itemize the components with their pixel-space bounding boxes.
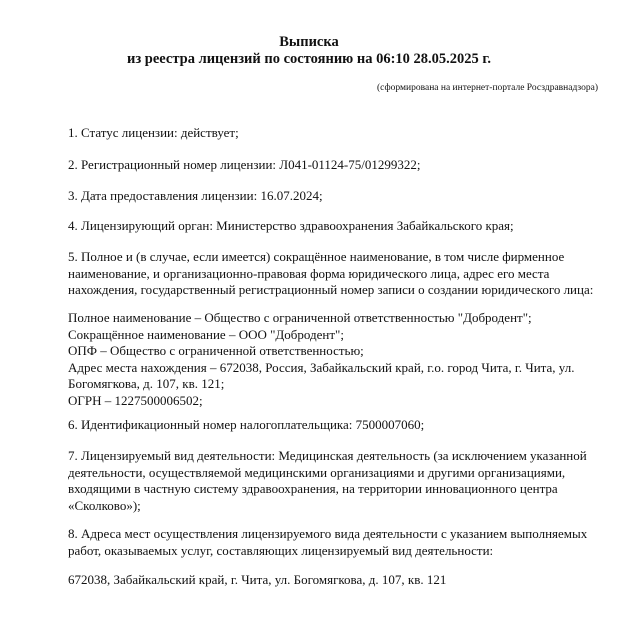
item-reg-number: 2. Регистрационный номер лицензии: Л041-01124-75/01299322; (68, 157, 421, 172)
activity-line: входящими в частную систему здравоохранения, на территории инновационного центра (68, 481, 558, 496)
item-inn: 6. Идентификационный номер налогоплательщика: 7500007060; (68, 417, 425, 432)
item-org-info (68, 249, 593, 299)
activity-line: «Сколково»); (68, 497, 141, 513)
document-subtitle: из реестра лицензий по состоянию на 06:10 28.05.2025 г. (126, 51, 492, 67)
source-note: (сформирована на интернет-портале Росздравнадзора) (377, 83, 598, 93)
org-legal-form: ОПФ – Общество с ограниченной ответственностью; (68, 343, 364, 358)
activity-line: деятельности, осуществляемой медицинскими организациями и другими организациями, (68, 464, 566, 480)
item-addresses (68, 526, 593, 559)
document-title: Выписка (279, 34, 339, 50)
item-issue-date: 3. Дата предоставления лицензии: 16.07.2024; (68, 188, 323, 203)
org-address-cont: Богомягкова, д. 107, кв. 121; (68, 376, 225, 391)
address-value: 672038, Забайкальский край, г. Чита, ул. Богомягкова, д. 107, кв. 121 (68, 572, 447, 587)
org-full-name: Полное наименование – Общество с ограниченной ответственностью "Добродент"; (68, 310, 532, 325)
org-address: Адрес места нахождения – 672038, Россия, Забайкальский край, г.о. город Чита, г. Чита, ул. (68, 359, 575, 375)
item-status: 1. Статус лицензии: действует; (68, 125, 239, 140)
addresses-line: 8. Адреса мест осуществления лицензируемого вида деятельности с указанием выполняемых (68, 526, 588, 541)
org-info-line: 5. Полное и (в случае, если имеется) сокращённое наименование, в том числе фирменное (68, 249, 565, 264)
org-short-name: Сокращённое наименование – ООО "Добродент"; (68, 326, 344, 342)
activity-line: 7. Лицензируемый вид деятельности: Медицинская деятельность (за исключением указанной (68, 448, 587, 463)
item-activity (68, 448, 593, 514)
org-info-line: нахождения, государственный регистрационный номер записи о создании юридического лица: (68, 282, 594, 297)
org-details (68, 310, 593, 409)
addresses-line: работ, оказываемых услуг, составляющих лицензируемый вид деятельности: (68, 542, 494, 558)
org-ogrn: ОГРН – 1227500006502; (68, 392, 203, 408)
item-licensing-body: 4. Лицензирующий орган: Министерство здравоохранения Забайкальского края; (68, 218, 514, 233)
org-info-line: наименование, и организационно-правовая форма юридического лица, адрес его места (68, 265, 550, 281)
